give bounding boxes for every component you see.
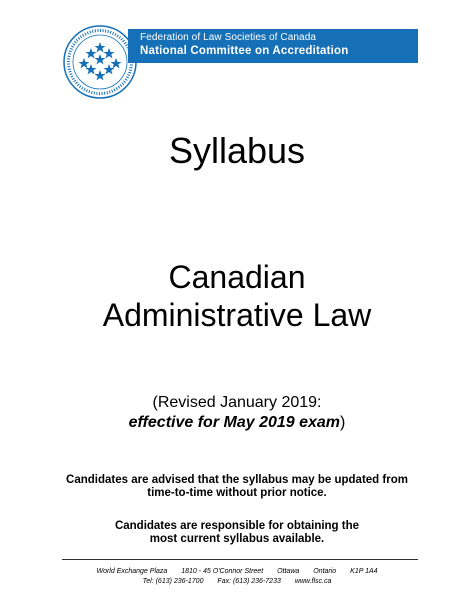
header-band: [128, 29, 418, 63]
footer-street: 1810 - 45 O'Connor Street: [181, 568, 264, 575]
update-notice-line-1: Candidates are advised that the syllabus may be updated from: [66, 474, 408, 486]
responsibility-notice-line-2: most current syllabus available.: [149, 533, 325, 545]
maple-stars-seal-icon: [62, 24, 138, 100]
footer-province: Ontario: [313, 568, 337, 575]
revision-line: (Revised January 2019:: [152, 394, 322, 411]
footer-website-link[interactable]: www.flsc.ca: [294, 578, 332, 585]
footer-building: World Exchange Plaza: [96, 568, 168, 575]
document-subject: [0, 258, 474, 334]
closing-paren: ): [340, 414, 346, 431]
footer-divider: [62, 559, 418, 560]
document-title: Syllabus: [168, 130, 306, 171]
footer-city: Ottawa: [277, 568, 300, 575]
effective-date: effective for May 2019 exam: [128, 414, 341, 431]
footer-fax: Fax: (613) 236-7233: [217, 578, 281, 585]
footer-address: [0, 567, 474, 576]
organization-name: Federation of Law Societies of Canada: [140, 32, 317, 43]
update-notice: [0, 474, 474, 500]
responsibility-notice-line-1: Candidates are responsible for obtaining the: [114, 520, 360, 532]
effective-line: [0, 413, 474, 433]
footer-postal-code: K1P 1A4: [350, 568, 378, 575]
subject-line-2: Administrative Law: [102, 297, 372, 333]
letterhead: [62, 24, 418, 102]
update-notice-line-2: time-to-time without prior notice.: [147, 487, 327, 499]
subject-line-1: Canadian: [168, 259, 306, 295]
revision-note: [0, 393, 474, 433]
footer-contact: [0, 577, 474, 586]
committee-name: National Committee on Accreditation: [140, 45, 349, 57]
footer-phone: Tel: (613) 236-1700: [142, 578, 204, 585]
responsibility-notice: [0, 520, 474, 546]
